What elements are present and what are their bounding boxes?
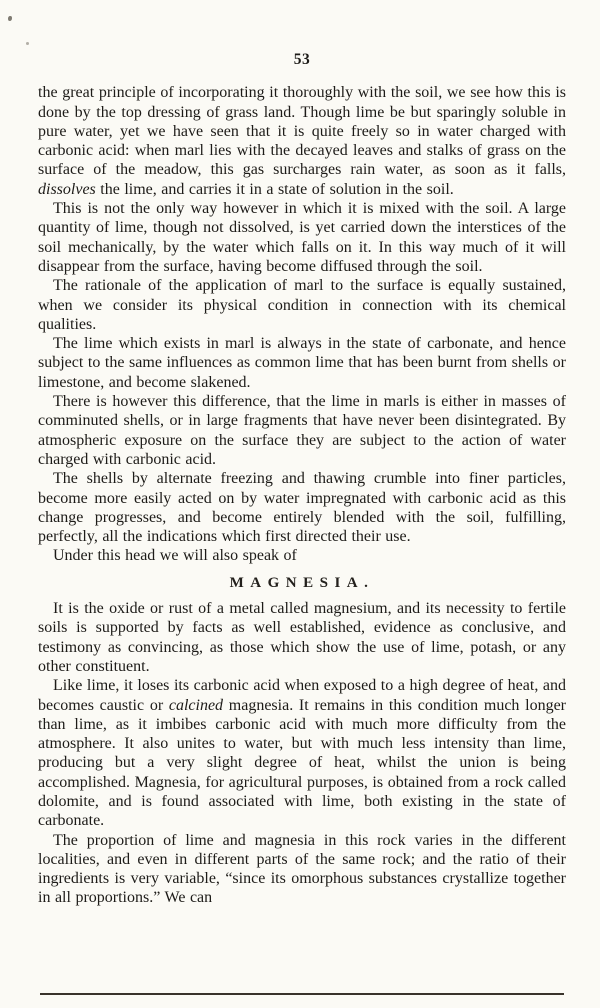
paragraph-5: There is however this difference, that the lime in marls is either in masses of comminuted shells, or in large fragments that have never been disintegrated. By atmospheric exposure on the surface they are subject to the action of water charged with carbonic acid. (38, 393, 566, 468)
paragraph-7: Under this head we will also speak of (53, 547, 297, 565)
paragraph-9 (38, 676, 566, 830)
paragraph-1 (38, 83, 566, 199)
section-heading-magnesia: MAGNESIA. (229, 574, 375, 591)
page-bottom-rule (40, 993, 564, 995)
scan-speck (26, 42, 29, 45)
paragraph-6: The shells by alternate freezing and thawing crumble into finer particles, become more easily acted on by water impregnated with carbonic acid as this change progresses, and become entirely blended with the soil, fulfilling, perfectly, all the indications which first directed their use. (38, 470, 566, 546)
text-run: the great principle of incorporating it thoroughly with the soil, we see how this is done by the top dressing of grass land. Though lime be but sparingly soluble in pure water, yet we have seen that it is quite freely so in water charged with carbonic acid: when marl lies with the decayed leaves and stalks of grass on the surface of the meadow, this gas surcharges rain water, as soon as it falls, (38, 84, 566, 179)
paragraph-2: This is not the only way however in which it is mixed with the soil. A large quantity of lime, though not dissolved, is yet carried down the interstices of the soil mechanically, by the water which falls on it. In this way much of it will disappear from the surface, having become diffused through the soil. (38, 200, 566, 275)
text-run: the lime, and carries it in a state of solution in the soil. (95, 180, 454, 198)
paragraph-10: The proportion of lime and magnesia in this rock varies in the different localities, and even in different parts of the same rock; and the ratio of their ingredients is very variable, “since its omorphous substances crystallize together in all proportions.” We can (38, 831, 566, 907)
paragraph-3: The rationale of the application of marl to the surface is equally sustained, when we consider its physical condition in connection with its chemical qualities. (38, 277, 566, 333)
scan-speck (8, 16, 12, 21)
paragraph-4: The lime which exists in marl is always in the state of carbonate, and hence subject to the same influences as common lime that has been burnt from shells or limestone, and become slakened. (38, 335, 566, 391)
page-number: 53 (293, 51, 311, 68)
text-run: Like lime, it loses its carbonic acid when exposed to a high degree of heat, and becomes caustic or (38, 677, 566, 714)
paragraph-8: It is the oxide or rust of a metal called magnesium, and its necessity to fertile soils is supported by facts as well established, evidence as conclusive, and testimony as convincing, as those which show the use of lime, potash, or any other constituent. (38, 600, 566, 675)
text-run-italic: dissolves (38, 180, 96, 198)
text-run-italic: calcined (168, 696, 224, 714)
text-run: magnesia. It remains in this condition much longer than lime, as it imbibes carbonic acid with much more difficulty from the atmosphere. It also unites to water, but with much less intensity than lime, producing but a very slight degree of heat, whilst the union is being accomplished. Magnesia, for agricultural purposes, is obtained from a rock called dolomite, and is found associated with lime, both existing in the state of carbonate. (38, 696, 566, 830)
